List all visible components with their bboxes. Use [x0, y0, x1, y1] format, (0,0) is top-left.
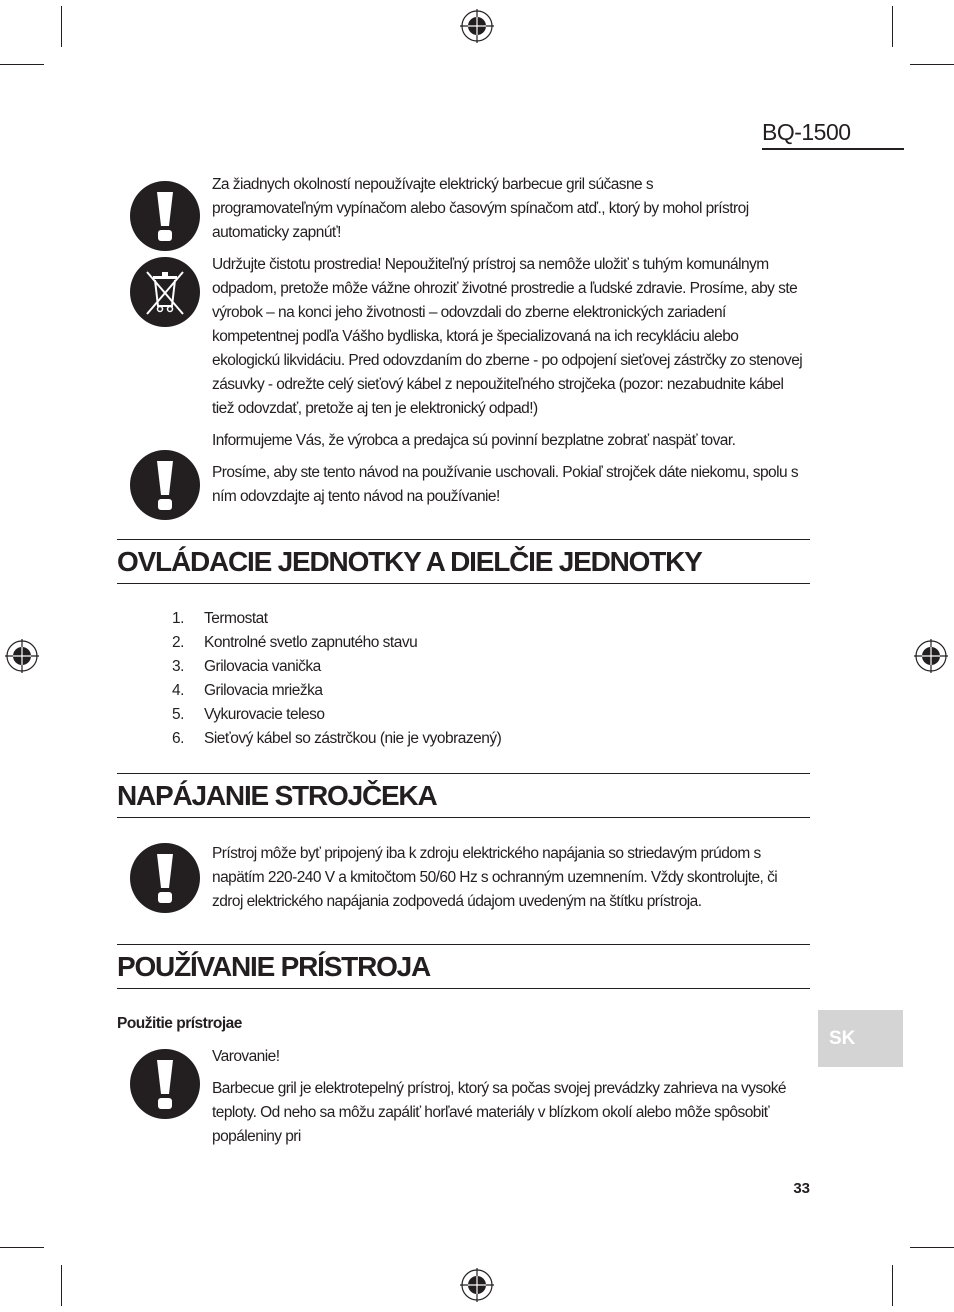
crop-mark — [892, 1265, 893, 1306]
safety-paragraph-disposal: Udržujte čistotu prostredia! Nepoužiteľný prístroj sa nemôže uložiť s tuhým komunálnym odpadom, pretože môže vážne ohroziť životné prostredie a ľudské zdravie. Prosíme, aby ste výrobok – na konci jeho životnosti – odovzdali do zberne elektronických zariadení kompetentnej podľa Vášho bydliska, ktorá je špecializovaná na ich recykláciu alebo ekologickú likvidáciu. Pred odovzdaním do zberne - po odpojení sieťovej zástrčky zo stenovej zásuvky - odrežte celý sieťový kábel z nepoužiteľného strojčeka (pozor: nezabudnite kábel tiež odovzdať, pretože aj ten je elektronický odpad!) — [212, 256, 803, 417]
safety-paragraph-takeback: Informujeme Vás, že výrobca a predajca sú povinní bezplatne zobrať naspäť tovar. — [212, 432, 736, 449]
safety-paragraph-timer: Za žiadnych okolností nepoužívajte elektrický barbecue gril súčasne s programovateľným vypínačom alebo časovým spínačom atď., ktorý by mohol prístroj automaticky zapnúť! — [212, 176, 749, 241]
section-heading-controls — [117, 539, 810, 584]
registration-mark-icon — [914, 639, 948, 673]
power-paragraph: Prístroj môže byť pripojený iba k zdroju elektrického napájania so striedavým prúdom s napätím 220-240 V a kmitočtom 50/60 Hz s ochranným uzemnením. Vždy skontrolujte, či zdroj elektrického napájania zodpovedá údajom uvedeným na štítku prístroja. — [212, 845, 778, 910]
crop-mark — [61, 1265, 62, 1306]
crop-mark — [910, 64, 954, 65]
language-code: SK — [829, 1028, 856, 1049]
exclamation-icon — [129, 1048, 201, 1120]
crop-mark — [0, 1247, 44, 1248]
crop-mark — [61, 6, 62, 47]
list-item: 2. Kontrolné svetlo zapnutého stavu — [172, 634, 418, 651]
list-item: 1. Termostat — [172, 610, 268, 627]
section-title: POUŽÍVANIE PRÍSTROJA — [117, 951, 431, 982]
section-heading-power — [117, 773, 810, 818]
exclamation-icon — [129, 842, 201, 914]
registration-mark-icon — [460, 9, 494, 43]
page-number: 33 — [793, 1180, 810, 1197]
warning-label: Varovanie! — [212, 1048, 280, 1065]
safety-paragraph-keep-manual: Prosíme, aby ste tento návod na používanie uschovali. Pokiaľ strojček dáte niekomu, spolu s ním odovzdajte aj tento návod na používanie! — [212, 464, 799, 505]
crop-mark — [910, 1247, 954, 1248]
language-tab — [818, 1010, 903, 1067]
section-heading-usage — [117, 944, 810, 989]
warning-paragraph: Barbecue gril je elektrotepelný prístroj, ktorý sa počas svojej prevádzky zahrieva na vysoké teploty. Od neho sa môžu zapáliť horľavé materiály v blízkom okolí alebo môže spôsobiť popáleniny pri — [212, 1080, 787, 1145]
list-item: 3. Grilovacia vanička — [172, 658, 321, 675]
registration-mark-icon — [460, 1268, 494, 1302]
list-item: 6. Sieťový kábel so zástrčkou (nie je vyobrazený) — [172, 730, 502, 747]
crop-mark — [892, 6, 893, 47]
exclamation-icon — [129, 449, 201, 521]
parts-list — [172, 607, 501, 751]
list-item: 5. Vykurovacie teleso — [172, 706, 325, 723]
crossed-bin-icon — [129, 256, 201, 328]
registration-mark-icon — [5, 639, 39, 673]
usage-subtitle: Použitie prístrojae — [117, 1015, 242, 1032]
section-title: NAPÁJANIE STROJČEKA — [117, 780, 437, 811]
list-item: 4. Grilovacia mriežka — [172, 682, 323, 699]
section-title: OVLÁDACIE JEDNOTKY A DIELČIE JEDNOTKY — [117, 546, 702, 577]
exclamation-icon — [129, 180, 201, 252]
crop-mark — [0, 64, 44, 65]
model-number: BQ-1500 — [762, 118, 904, 150]
